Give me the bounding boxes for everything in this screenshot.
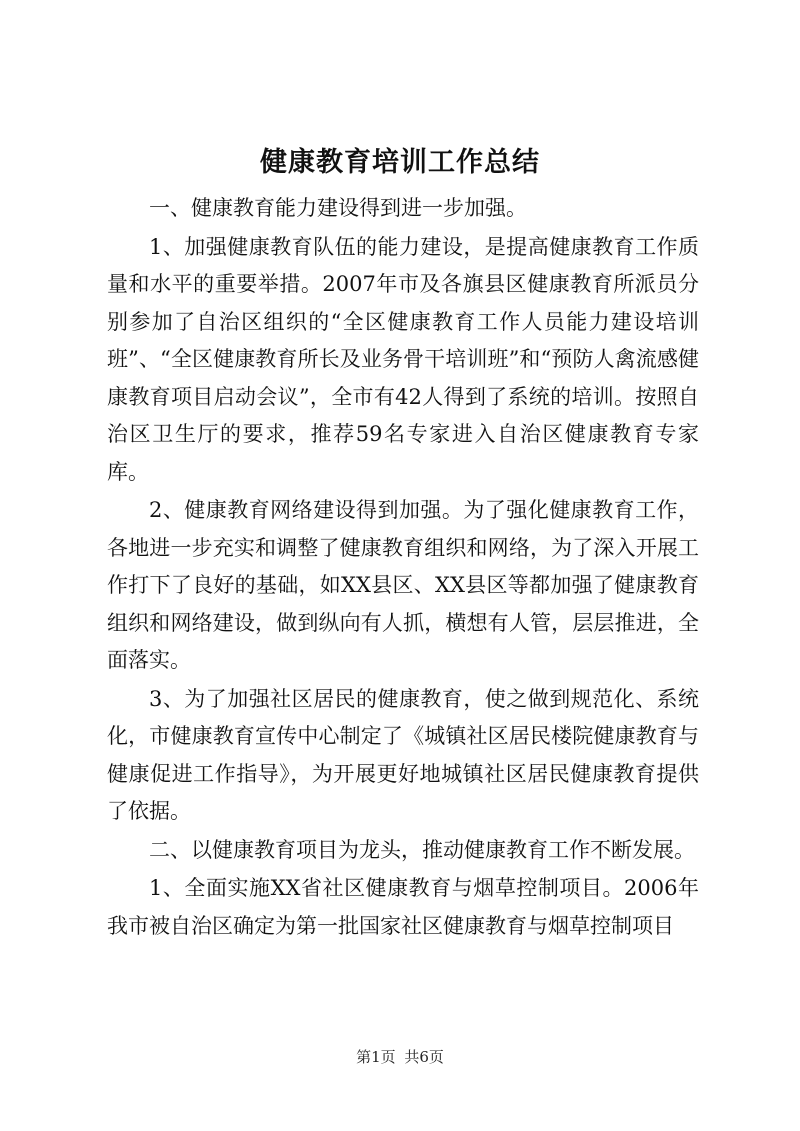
section-heading-1: 一、健康教育能力建设得到进一步加强。	[149, 196, 527, 220]
page-number: 第1页	[356, 1048, 396, 1066]
paragraph: 1、全面实施XX省社区健康教育与烟草控制项目。2006年我市被自治区确定为第一批国家社区健康教育与烟草控制项目	[107, 876, 699, 938]
section-heading-2: 二、以健康教育项目为龙头，推动健康教育工作不断发展。	[149, 837, 695, 862]
paragraph: 3、为了加强社区居民的健康教育，使之做到规范化、系统化，市健康教育宣传中心制定了《城镇社区居民楼院健康教育与健康促进工作指导》，为开展更好地城镇社区居民健康教育提供了依据。	[107, 686, 699, 823]
page-footer	[0, 1046, 800, 1067]
page-total: 共6页	[404, 1048, 444, 1066]
document-title: 健康教育培训工作总结	[260, 147, 540, 178]
paragraph: 1、加强健康教育队伍的能力建设，是提高健康教育工作质量和水平的重要举措。2007年市及各旗县区健康教育所派员分别参加了自治区组织的“全区健康教育工作人员能力建设培训班”、“全区健康教育所长及业务骨干培训班”和“预防人禽流感健康教育项目启动会议”，全市有42人得到了系统的培训。按照自治区卫生厅的要求，推荐59名专家进入自治区健康教育专家库。	[107, 234, 699, 484]
document-body	[107, 190, 699, 946]
paragraph: 2、健康教育网络建设得到加强。为了强化健康教育工作，各地进一步充实和调整了健康教育组织和网络，为了深入开展工作打下了良好的基础，如XX县区、XX县区等都加强了健康教育组织和网络建设，做到纵向有人抓，横想有人管，层层推进，全面落实。	[107, 498, 699, 672]
